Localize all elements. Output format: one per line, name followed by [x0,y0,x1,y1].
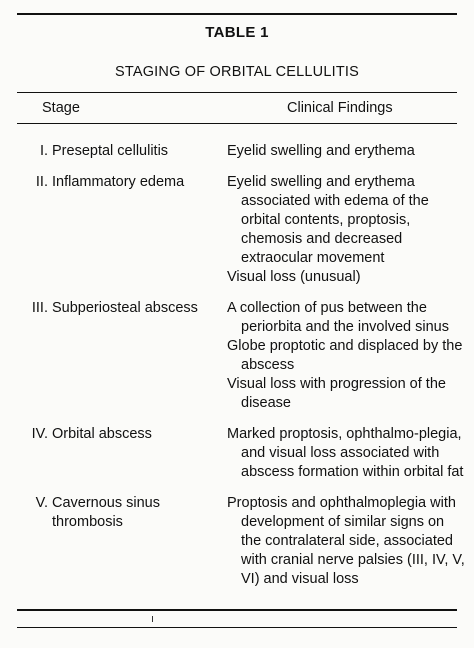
stage-name: Preseptal cellulitis [52,143,169,159]
stage-cell [0,425,227,482]
finding-text: A collection of pus between the periorbita and the involved sinus [227,300,449,335]
finding-text: Marked proptosis, ophthalmo-plegia, and visual loss associated with abscess formation within orbital fat [227,426,464,480]
finding-text: Visual loss (unusual) [227,269,361,285]
stage-numeral: II. [35,174,48,190]
stage-cell [0,299,227,413]
stage-numeral: III. [31,300,48,316]
column-header-findings: Clinical Findings [287,100,393,116]
header-rule [17,123,457,124]
table-row [0,173,474,287]
stage-numeral: IV. [31,426,48,442]
stage-name: Orbital abscess [52,426,152,442]
stage-cell [0,142,227,161]
findings-cell [227,299,467,413]
bottom-rule-secondary [17,627,457,628]
table-body [0,142,474,601]
stage-numeral: V. [35,495,48,511]
findings-cell [227,142,467,161]
scan-mark [152,616,153,622]
stage-name: Cavernous sinus thrombosis [52,495,160,530]
table-row [0,494,474,589]
table-title: STAGING OF ORBITAL CELLULITIS [114,64,360,80]
table-row [0,142,474,161]
finding-text: Proptosis and ophthalmoplegia with development of similar signs on the contralateral side, associated with cranial nerve palsies (III, IV, V, VI) and visual loss [227,495,465,587]
finding-text: Globe proptotic and displaced by the abscess [227,338,463,373]
finding-text: Eyelid swelling and erythema [227,143,415,159]
title-rule [17,92,457,93]
finding-text: Visual loss with progression of the disease [227,376,446,411]
stage-name: Subperiosteal abscess [52,300,198,316]
table-row [0,299,474,413]
table-row [0,425,474,482]
stage-name: Inflammatory edema [52,174,185,190]
bottom-rule [17,609,457,611]
stage-cell [0,173,227,287]
top-rule [17,13,457,15]
findings-cell [227,425,467,482]
findings-cell [227,173,467,287]
findings-cell [227,494,467,589]
stage-cell [0,494,227,589]
stage-numeral: I. [39,143,48,159]
column-header-stage: Stage [42,100,80,116]
finding-text: Eyelid swelling and erythema associated with edema of the orbital contents, proptosis, chemosis and decreased extraocular movement [227,174,429,266]
table-number: TABLE 1 [205,24,269,41]
